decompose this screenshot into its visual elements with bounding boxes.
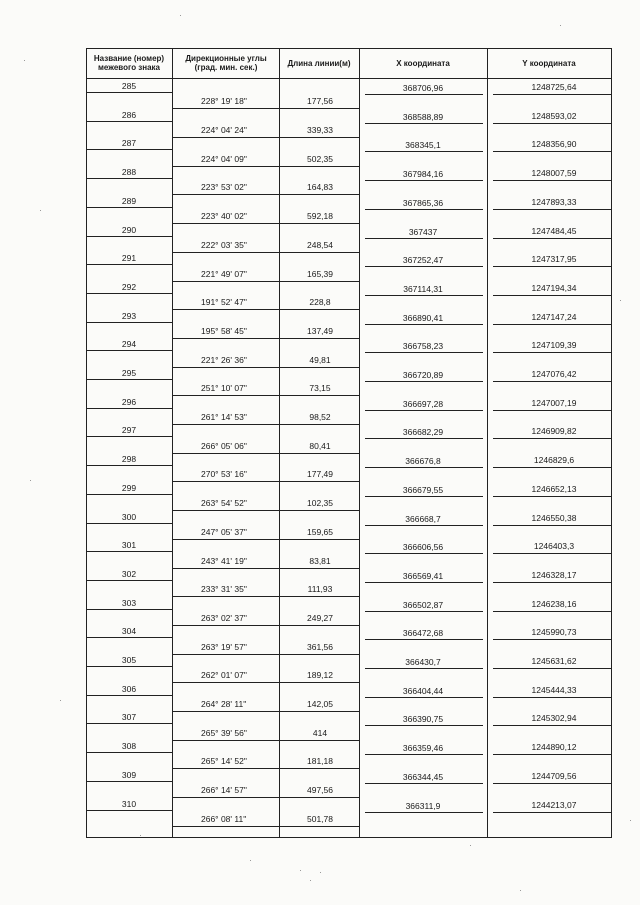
x-row-rule (365, 496, 483, 497)
line-length-value: 502,35 (307, 153, 333, 164)
x-coordinate-value: 366569,41 (402, 570, 444, 581)
y-coordinate-value: 1247484,45 (531, 225, 577, 236)
angle-row-rule (172, 223, 279, 224)
boundary-point-number: 303 (121, 597, 137, 608)
length-row-rule (279, 596, 359, 597)
y-coordinate-value: 1245444,33 (531, 684, 577, 695)
angle-row-rule (172, 194, 279, 195)
y-row-rule (493, 812, 611, 813)
length-row-rule (279, 481, 359, 482)
y-row-rule (493, 725, 611, 726)
scan-speck (180, 15, 181, 16)
x-row-rule (365, 467, 483, 468)
length-row-rule (279, 510, 359, 511)
x-row-rule (365, 151, 483, 152)
boundary-point-number: 304 (121, 626, 137, 637)
line-length-value: 497,56 (307, 785, 333, 796)
table-border-left (86, 48, 87, 837)
point-row-rule (86, 436, 172, 437)
y-coordinate-value: 1245302,94 (531, 713, 577, 724)
direction-angle-value: 266° 14' 57" (201, 785, 247, 796)
line-length-value: 137,49 (307, 325, 333, 336)
point-row-rule (86, 810, 172, 811)
angle-row-rule (172, 682, 279, 683)
length-row-rule (279, 194, 359, 195)
angle-row-rule (172, 481, 279, 482)
x-row-rule (365, 725, 483, 726)
scan-speck (470, 845, 471, 846)
y-row-rule (493, 295, 611, 296)
point-row-rule (86, 236, 172, 237)
boundary-point-number: 301 (121, 540, 137, 551)
angle-row-rule (172, 539, 279, 540)
direction-angle-value: 247° 05' 37" (201, 526, 247, 537)
x-row-rule (365, 611, 483, 612)
scan-speck (310, 880, 311, 881)
point-row-rule (86, 92, 172, 93)
scan-speck (520, 890, 521, 891)
boundary-point-number: 299 (121, 482, 137, 493)
y-row-rule (493, 180, 611, 181)
line-length-value: 80,41 (309, 440, 331, 451)
scan-speck (40, 210, 41, 211)
scan-speck (60, 700, 61, 701)
boundary-point-number: 300 (121, 511, 137, 522)
y-coordinate-value: 1247317,95 (531, 254, 577, 265)
direction-angle-value: 265° 14' 52" (201, 756, 247, 767)
y-coordinate-value: 1247007,19 (531, 397, 577, 408)
scan-speck (620, 300, 621, 301)
line-length-value: 501,78 (307, 813, 333, 824)
length-row-rule (279, 826, 359, 827)
y-row-rule (493, 209, 611, 210)
boundary-point-number: 290 (121, 224, 137, 235)
boundary-point-number: 286 (121, 109, 137, 120)
x-coordinate-value: 366758,23 (402, 341, 444, 352)
point-row-rule (86, 723, 172, 724)
angle-row-rule (172, 281, 279, 282)
y-coordinate-value: 1248007,59 (531, 168, 577, 179)
header-direction-angle: Дирекционные углы (град. мин. сек.) (185, 54, 267, 72)
line-length-value: 164,83 (307, 182, 333, 193)
boundary-point-number: 295 (121, 368, 137, 378)
point-row-rule (86, 781, 172, 782)
angle-row-rule (172, 625, 279, 626)
y-coordinate-value: 1246238,16 (531, 598, 577, 609)
direction-angle-value: 266° 05' 06" (201, 440, 247, 451)
angle-row-rule (172, 768, 279, 769)
y-coordinate-value: 1244709,56 (531, 770, 577, 781)
x-row-rule (365, 697, 483, 698)
y-row-rule (493, 496, 611, 497)
x-coordinate-value: 366676,8 (405, 456, 441, 467)
y-row-rule (493, 697, 611, 698)
direction-angle-value: 223° 53' 02" (201, 182, 247, 193)
y-coordinate-value: 1244213,07 (531, 799, 577, 810)
angle-row-rule (172, 137, 279, 138)
x-row-rule (365, 123, 483, 124)
point-row-rule (86, 609, 172, 610)
y-coordinate-value: 1246403,3 (533, 541, 575, 552)
angle-row-rule (172, 424, 279, 425)
x-row-rule (365, 266, 483, 267)
x-row-rule (365, 582, 483, 583)
header-x-coordinate: X координата (396, 58, 450, 68)
x-coordinate-value: 367984,16 (402, 169, 444, 180)
length-row-rule (279, 166, 359, 167)
line-length-value: 361,56 (307, 641, 333, 652)
boundary-point-number: 288 (121, 167, 137, 178)
line-length-value: 189,12 (307, 670, 333, 681)
direction-angle-value: 195° 58' 45" (201, 325, 247, 336)
boundary-point-number: 289 (121, 195, 137, 206)
length-row-rule (279, 740, 359, 741)
line-length-value: 98,52 (309, 412, 331, 423)
x-coordinate-value: 367252,47 (402, 255, 444, 266)
x-coordinate-value: 366890,41 (402, 312, 444, 323)
direction-angle-value: 270° 53' 16" (201, 469, 247, 480)
x-coordinate-value: 367114,31 (403, 283, 443, 294)
boundary-point-number: 308 (121, 741, 137, 752)
x-row-rule (365, 352, 483, 353)
y-coordinate-value: 1247076,42 (531, 369, 577, 379)
scan-speck (630, 820, 631, 821)
angle-row-rule (172, 740, 279, 741)
direction-angle-value: 251° 10' 07" (201, 383, 247, 394)
table-border-top (86, 48, 612, 49)
point-row-rule (86, 666, 172, 667)
length-row-rule (279, 424, 359, 425)
point-row-rule (86, 551, 172, 552)
boundary-point-number: 309 (121, 769, 137, 780)
x-coordinate-value: 366472,68 (402, 628, 444, 639)
line-length-value: 181,18 (307, 756, 333, 767)
direction-angle-value: 265° 39' 56" (201, 727, 247, 738)
point-row-rule (86, 121, 172, 122)
y-coordinate-value: 1246550,38 (531, 512, 577, 523)
y-coordinate-value: 1245631,62 (531, 656, 577, 666)
angle-row-rule (172, 367, 279, 368)
x-row-rule (365, 553, 483, 554)
direction-angle-value: 224° 04' 09" (201, 153, 247, 164)
line-length-value: 159,65 (307, 526, 333, 537)
direction-angle-value: 222° 03' 35" (201, 239, 247, 250)
y-coordinate-value: 1244890,12 (531, 742, 577, 753)
x-row-rule (365, 438, 483, 439)
direction-angle-value: 263° 54' 52" (201, 498, 247, 509)
point-row-rule (86, 752, 172, 753)
table-border-bottom (86, 837, 612, 838)
angle-row-rule (172, 453, 279, 454)
y-row-rule (493, 783, 611, 784)
y-coordinate-value: 1246909,82 (531, 426, 577, 437)
point-row-rule (86, 350, 172, 351)
length-row-rule (279, 797, 359, 798)
x-coordinate-value: 366404,44 (402, 685, 444, 696)
y-row-rule (493, 525, 611, 526)
x-row-rule (365, 410, 483, 411)
x-coordinate-value: 366502,87 (402, 599, 444, 610)
point-row-rule (86, 149, 172, 150)
direction-angle-value: 223° 40' 02" (201, 211, 247, 222)
y-coordinate-value: 1246652,13 (531, 483, 577, 494)
point-row-rule (86, 408, 172, 409)
direction-angle-value: 224° 04' 24" (201, 125, 247, 136)
x-row-rule (365, 238, 483, 239)
y-row-rule (493, 324, 611, 325)
line-length-value: 102,35 (307, 498, 333, 509)
angle-row-rule (172, 654, 279, 655)
direction-angle-value: 264° 28' 11" (201, 699, 247, 710)
length-row-rule (279, 367, 359, 368)
x-row-rule (365, 668, 483, 669)
point-row-rule (86, 264, 172, 265)
angle-row-rule (172, 252, 279, 253)
x-row-rule (365, 209, 483, 210)
line-length-value: 73,15 (309, 383, 331, 394)
scan-speck (250, 860, 251, 861)
line-length-value: 83,81 (309, 555, 331, 566)
length-row-rule (279, 252, 359, 253)
x-row-rule (365, 754, 483, 755)
x-row-rule (365, 639, 483, 640)
y-coordinate-value: 1248356,90 (531, 139, 577, 150)
line-length-value: 592,18 (307, 211, 333, 222)
length-row-rule (279, 768, 359, 769)
angle-row-rule (172, 166, 279, 167)
scan-speck (140, 835, 141, 836)
angle-row-rule (172, 797, 279, 798)
boundary-point-number: 285 (121, 81, 137, 91)
boundary-point-number: 306 (121, 683, 137, 694)
boundary-point-number: 297 (121, 425, 137, 436)
y-row-rule (493, 381, 611, 382)
angle-row-rule (172, 826, 279, 827)
y-row-rule (493, 151, 611, 152)
line-length-value: 142,05 (307, 699, 333, 710)
x-coordinate-value: 368588,89 (402, 111, 444, 122)
length-row-rule (279, 625, 359, 626)
direction-angle-value: 262° 01' 07" (201, 670, 247, 681)
line-length-value: 177,56 (307, 96, 333, 107)
point-row-rule (86, 465, 172, 466)
direction-angle-value: 263° 19' 57" (201, 641, 247, 652)
y-coordinate-value: 1247893,33 (531, 196, 577, 207)
boundary-point-number: 291 (121, 253, 137, 264)
y-row-rule (493, 639, 611, 640)
x-coordinate-value: 366311,9 (405, 800, 441, 811)
angle-row-rule (172, 510, 279, 511)
line-length-value: 49,81 (309, 354, 331, 365)
y-row-rule (493, 611, 611, 612)
boundary-point-number: 296 (121, 396, 137, 407)
length-row-rule (279, 309, 359, 310)
y-row-rule (493, 352, 611, 353)
header-divider (86, 78, 612, 79)
y-row-rule (493, 123, 611, 124)
y-row-rule (493, 668, 611, 669)
header-line-length: Длина линии(м) (287, 58, 351, 68)
y-row-rule (493, 238, 611, 239)
x-coordinate-value: 366430,7 (405, 657, 441, 667)
x-coordinate-value: 366606,56 (402, 542, 444, 553)
x-row-rule (365, 94, 483, 95)
y-row-rule (493, 582, 611, 583)
direction-angle-value: 228° 19' 18" (201, 96, 247, 107)
boundary-point-number: 307 (121, 712, 137, 723)
point-row-rule (86, 293, 172, 294)
direction-angle-value: 266° 08' 11" (201, 813, 247, 824)
x-coordinate-value: 366697,28 (402, 398, 444, 409)
line-length-value: 339,33 (307, 125, 333, 136)
boundary-point-number: 293 (121, 310, 137, 321)
angle-row-rule (172, 711, 279, 712)
y-coordinate-value: 1247194,34 (531, 282, 577, 293)
x-coordinate-value: 366720,89 (402, 370, 444, 380)
angle-row-rule (172, 108, 279, 109)
y-row-rule (493, 553, 611, 554)
point-row-rule (86, 379, 172, 380)
x-coordinate-value: 367437 (408, 226, 438, 237)
direction-angle-value: 191° 52' 47" (201, 297, 247, 308)
direction-angle-value: 243° 41' 19" (201, 555, 247, 566)
y-coordinate-value: 1248725,64 (531, 82, 577, 92)
line-length-value: 414 (312, 727, 328, 738)
x-row-rule (365, 812, 483, 813)
header-y-coordinate: Y координата (522, 58, 576, 68)
length-row-rule (279, 654, 359, 655)
length-row-rule (279, 137, 359, 138)
y-row-rule (493, 754, 611, 755)
length-row-rule (279, 539, 359, 540)
boundary-point-number: 294 (121, 339, 137, 350)
x-row-rule (365, 295, 483, 296)
direction-angle-value: 221° 26' 36" (201, 354, 247, 365)
direction-angle-value: 221° 49' 07" (201, 268, 247, 279)
y-coordinate-value: 1248593,02 (531, 110, 577, 121)
line-length-value: 177,49 (307, 469, 333, 480)
y-coordinate-value: 1247109,39 (531, 340, 577, 351)
point-row-rule (86, 207, 172, 208)
y-row-rule (493, 94, 611, 95)
length-row-rule (279, 453, 359, 454)
x-coordinate-value: 366679,55 (402, 484, 444, 495)
length-row-rule (279, 568, 359, 569)
x-coordinate-value: 366390,75 (402, 714, 444, 725)
length-row-rule (279, 338, 359, 339)
y-coordinate-value: 1245990,73 (531, 627, 577, 638)
scan-speck (300, 870, 301, 871)
boundary-point-number: 310 (121, 798, 137, 809)
point-row-rule (86, 178, 172, 179)
boundary-point-number: 287 (121, 138, 137, 149)
length-row-rule (279, 395, 359, 396)
y-coordinate-value: 1246829,6 (533, 455, 575, 466)
boundary-point-number: 298 (121, 454, 137, 465)
length-row-rule (279, 682, 359, 683)
scan-speck (320, 872, 321, 873)
x-row-rule (365, 381, 483, 382)
x-coordinate-value: 368345,1 (405, 140, 441, 151)
length-row-rule (279, 108, 359, 109)
x-row-rule (365, 525, 483, 526)
angle-row-rule (172, 395, 279, 396)
y-row-rule (493, 467, 611, 468)
y-coordinate-value: 1247147,24 (531, 311, 577, 322)
direction-angle-value: 261° 14' 53" (201, 412, 247, 423)
y-coordinate-value: 1246328,17 (531, 569, 577, 580)
x-coordinate-value: 366668,7 (405, 513, 441, 524)
line-length-value: 111,93 (307, 584, 333, 595)
line-length-value: 228,8 (309, 297, 331, 308)
point-row-rule (86, 494, 172, 495)
y-row-rule (493, 266, 611, 267)
x-row-rule (365, 180, 483, 181)
x-coordinate-value: 366344,45 (402, 771, 444, 782)
point-row-rule (86, 637, 172, 638)
scan-speck (24, 60, 25, 61)
point-row-rule (86, 695, 172, 696)
angle-row-rule (172, 596, 279, 597)
y-row-rule (493, 410, 611, 411)
line-length-value: 249,27 (307, 612, 333, 623)
x-coordinate-value: 366359,46 (402, 743, 444, 754)
direction-angle-value: 263° 02' 37" (201, 612, 247, 623)
x-coordinate-value: 366682,29 (402, 427, 444, 438)
y-row-rule (493, 438, 611, 439)
line-length-value: 248,54 (307, 239, 333, 250)
column-divider (359, 48, 360, 837)
angle-row-rule (172, 309, 279, 310)
length-row-rule (279, 711, 359, 712)
header-point-name: Название (номер) межевого знака (93, 54, 165, 72)
boundary-point-number: 305 (121, 655, 137, 665)
x-row-rule (365, 783, 483, 784)
boundary-point-number: 302 (121, 568, 137, 579)
length-row-rule (279, 281, 359, 282)
point-row-rule (86, 580, 172, 581)
point-row-rule (86, 523, 172, 524)
x-coordinate-value: 368706,96 (402, 83, 444, 93)
boundary-point-number: 292 (121, 281, 137, 292)
x-row-rule (365, 324, 483, 325)
angle-row-rule (172, 568, 279, 569)
angle-row-rule (172, 338, 279, 339)
length-row-rule (279, 223, 359, 224)
direction-angle-value: 233° 31' 35" (201, 584, 247, 595)
line-length-value: 165,39 (307, 268, 333, 279)
scan-speck (560, 25, 561, 26)
column-divider (487, 48, 488, 837)
scan-speck (30, 480, 31, 481)
x-coordinate-value: 367865,36 (402, 197, 444, 208)
point-row-rule (86, 322, 172, 323)
